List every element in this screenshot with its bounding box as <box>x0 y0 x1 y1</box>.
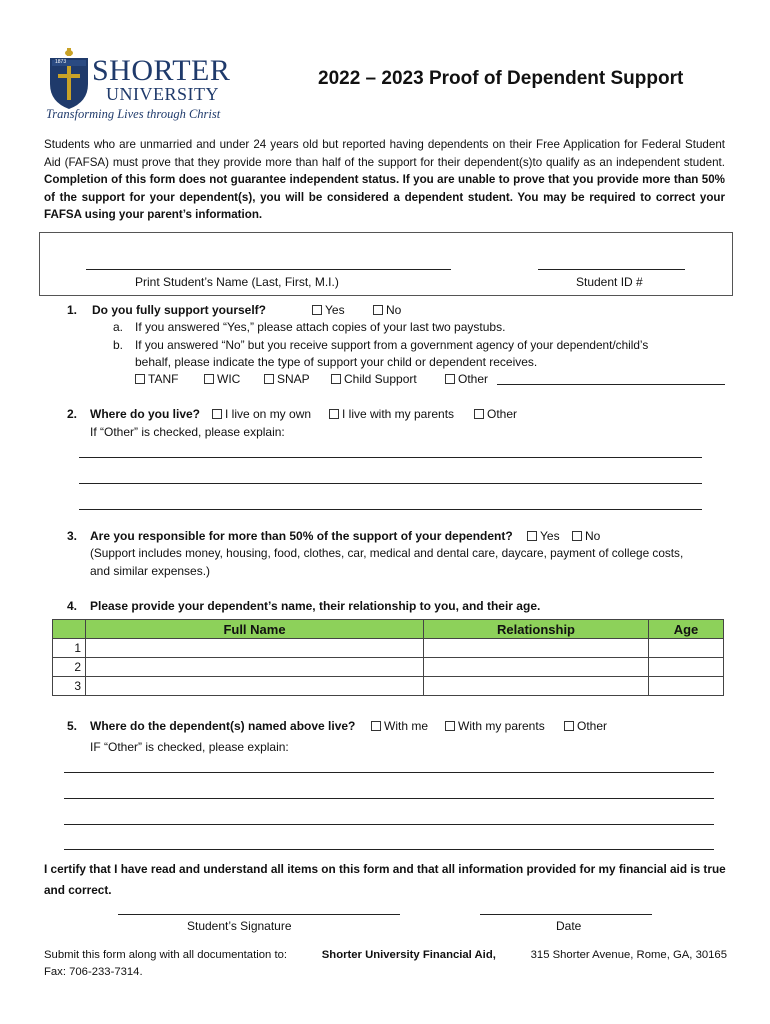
row-number: 1 <box>53 639 86 658</box>
q5-option-label: With me <box>384 719 429 733</box>
q1-a-marker: a. <box>113 320 124 334</box>
shorter-university-logo <box>44 44 239 124</box>
logo-tagline: Transforming Lives through Christ <box>46 107 221 121</box>
q1-b-marker: b. <box>113 338 124 352</box>
q3-question: Are you responsible for more than 50% of the support of your dependent? <box>90 529 513 543</box>
q5-explain: IF “Other” is checked, please explain: <box>90 740 289 754</box>
q3-note2: and similar expenses.) <box>90 564 211 578</box>
q2-option-parents[interactable] <box>329 407 454 421</box>
q1-option-child-support[interactable] <box>331 372 417 386</box>
q1-question: Do you fully support yourself? <box>92 303 267 317</box>
checkbox-icon[interactable] <box>474 409 484 419</box>
table-row <box>53 677 724 696</box>
intro-normal-text: Students who are unmarried and under 24 years old but reported having dependents on their Free Application for Federal Student Aid (FAFSA) must prove that they provide more than half of the support for their dependent(s)to qualify as an independent student. <box>44 138 725 169</box>
date-line[interactable] <box>480 914 652 915</box>
student-name-label: Print Student’s Name (Last, First, M.I.) <box>135 275 339 289</box>
q2-option-label: Other <box>487 407 518 421</box>
q1-option-label: TANF <box>148 372 179 386</box>
age-cell[interactable] <box>649 658 724 677</box>
q3-yes-label: Yes <box>540 529 560 543</box>
table-header-row <box>53 620 724 639</box>
shield-logo-icon <box>48 48 90 110</box>
q1-number: 1. <box>67 303 78 317</box>
checkbox-icon[interactable] <box>445 721 455 731</box>
checkbox-icon[interactable] <box>204 374 214 384</box>
checkbox-icon[interactable] <box>572 531 582 541</box>
relationship-cell[interactable] <box>424 639 649 658</box>
date-label: Date <box>556 919 582 933</box>
full-name-cell[interactable] <box>86 639 424 658</box>
q2-explain: If “Other” is checked, please explain: <box>90 425 285 439</box>
q3-yes-option[interactable] <box>527 529 560 543</box>
submission-instructions <box>44 947 727 981</box>
footer-org: Shorter University Financial Aid, <box>321 949 496 961</box>
checkbox-icon[interactable] <box>445 374 455 384</box>
q1-option-label: WIC <box>217 372 241 386</box>
q5-explain-line[interactable] <box>64 824 714 825</box>
q1-option-snap[interactable] <box>264 372 310 386</box>
full-name-cell[interactable] <box>86 658 424 677</box>
q3-no-option[interactable] <box>572 529 600 543</box>
q1-option-label: SNAP <box>277 372 310 386</box>
q5-option-with-parents[interactable] <box>445 719 545 733</box>
q5-explain-line[interactable] <box>64 772 714 773</box>
q2-option-other[interactable] <box>474 407 517 421</box>
table-row <box>53 639 724 658</box>
q2-explain-line[interactable] <box>79 509 702 510</box>
logo-name-line1: SHORTER <box>92 54 231 87</box>
intro-paragraph <box>44 136 725 224</box>
full-name-cell[interactable] <box>86 677 424 696</box>
table-header-age: Age <box>649 620 724 639</box>
checkbox-icon[interactable] <box>373 305 383 315</box>
relationship-cell[interactable] <box>424 658 649 677</box>
student-id-line[interactable] <box>538 269 685 270</box>
q5-number: 5. <box>67 719 78 733</box>
q2-explain-line[interactable] <box>79 457 702 458</box>
checkbox-icon[interactable] <box>312 305 322 315</box>
checkbox-icon[interactable] <box>371 721 381 731</box>
age-cell[interactable] <box>649 639 724 658</box>
q5-option-with-me[interactable] <box>371 719 428 733</box>
q3-number: 3. <box>67 529 78 543</box>
table-header-relationship: Relationship <box>424 620 649 639</box>
row-number: 3 <box>53 677 86 696</box>
footer-address: 315 Shorter Avenue, Rome, GA, 30165 <box>530 949 727 961</box>
table-row <box>53 658 724 677</box>
student-name-line[interactable] <box>86 269 451 270</box>
checkbox-icon[interactable] <box>331 374 341 384</box>
logo-year: 1873 <box>55 59 67 65</box>
age-cell[interactable] <box>649 677 724 696</box>
q1-no-option[interactable] <box>373 303 401 317</box>
q1-option-tanf[interactable] <box>135 372 178 386</box>
checkbox-icon[interactable] <box>135 374 145 384</box>
row-number: 2 <box>53 658 86 677</box>
signature-label: Student’s Signature <box>187 919 292 933</box>
q1-option-other[interactable] <box>445 372 488 386</box>
student-id-label: Student ID # <box>576 275 643 289</box>
table-header-full-name: Full Name <box>86 620 424 639</box>
intro-bold-text: Completion of this form does not guarantee independent status. If you are unable to prove that you provide more than 50% of the support for your dependent(s), you will be considered a dependent student. You may be required to correct your FAFSA using your parent’s information. <box>44 173 725 221</box>
q5-option-other[interactable] <box>564 719 607 733</box>
q1-option-label: Other <box>458 372 489 386</box>
q5-question: Where do the dependent(s) named above live? <box>90 719 356 733</box>
q1-b-text2: behalf, please indicate the type of support your child or dependent receives. <box>135 355 538 369</box>
dependents-table <box>52 619 724 696</box>
q2-option-label: I live on my own <box>225 407 312 421</box>
q3-note1: (Support includes money, housing, food, clothes, car, medical and dental care, daycare, payment of college costs, <box>90 546 684 560</box>
relationship-cell[interactable] <box>424 677 649 696</box>
q1-yes-option[interactable] <box>312 303 345 317</box>
checkbox-icon[interactable] <box>264 374 274 384</box>
table-header-index <box>53 620 86 639</box>
q3-no-label: No <box>585 529 601 543</box>
q1-option-wic[interactable] <box>204 372 240 386</box>
checkbox-icon[interactable] <box>329 409 339 419</box>
certification-statement: I certify that I have read and understand all items on this form and that all information provided for my financial aid is true and correct. <box>44 862 726 897</box>
q4-number: 4. <box>67 599 78 613</box>
q5-explain-line[interactable] <box>64 798 714 799</box>
q5-option-label: Other <box>577 719 608 733</box>
q1-a-text: If you answered “Yes,” please attach copies of your last two paystubs. <box>135 320 506 334</box>
checkbox-icon[interactable] <box>527 531 537 541</box>
q4-question: Please provide your dependent’s name, their relationship to you, and their age. <box>90 599 541 613</box>
q1-other-line[interactable] <box>497 384 725 385</box>
signature-line[interactable] <box>118 914 400 915</box>
page-title: 2022 – 2023 Proof of Dependent Support <box>318 68 684 89</box>
q2-explain-line[interactable] <box>79 483 702 484</box>
checkbox-icon[interactable] <box>564 721 574 731</box>
q2-option-label: I live with my parents <box>342 407 455 421</box>
q1-option-label: Child Support <box>344 372 417 386</box>
q1-yes-label: Yes <box>325 303 345 317</box>
q5-explain-line[interactable] <box>64 849 714 850</box>
logo-name-line2: UNIVERSITY <box>106 84 219 104</box>
q1-no-label: No <box>386 303 402 317</box>
q5-option-label: With my parents <box>458 719 545 733</box>
checkbox-icon[interactable] <box>212 409 222 419</box>
q2-option-own[interactable] <box>212 407 311 421</box>
footer-prefix: Submit this form along with all documentation to: <box>44 949 288 961</box>
q1-b-text1: If you answered “No” but you receive support from a government agency of your dependent/child’s <box>135 338 649 352</box>
footer-fax: Fax: 706-233-7314. <box>44 966 143 978</box>
q2-question: Where do you live? <box>90 407 201 421</box>
q2-number: 2. <box>67 407 78 421</box>
